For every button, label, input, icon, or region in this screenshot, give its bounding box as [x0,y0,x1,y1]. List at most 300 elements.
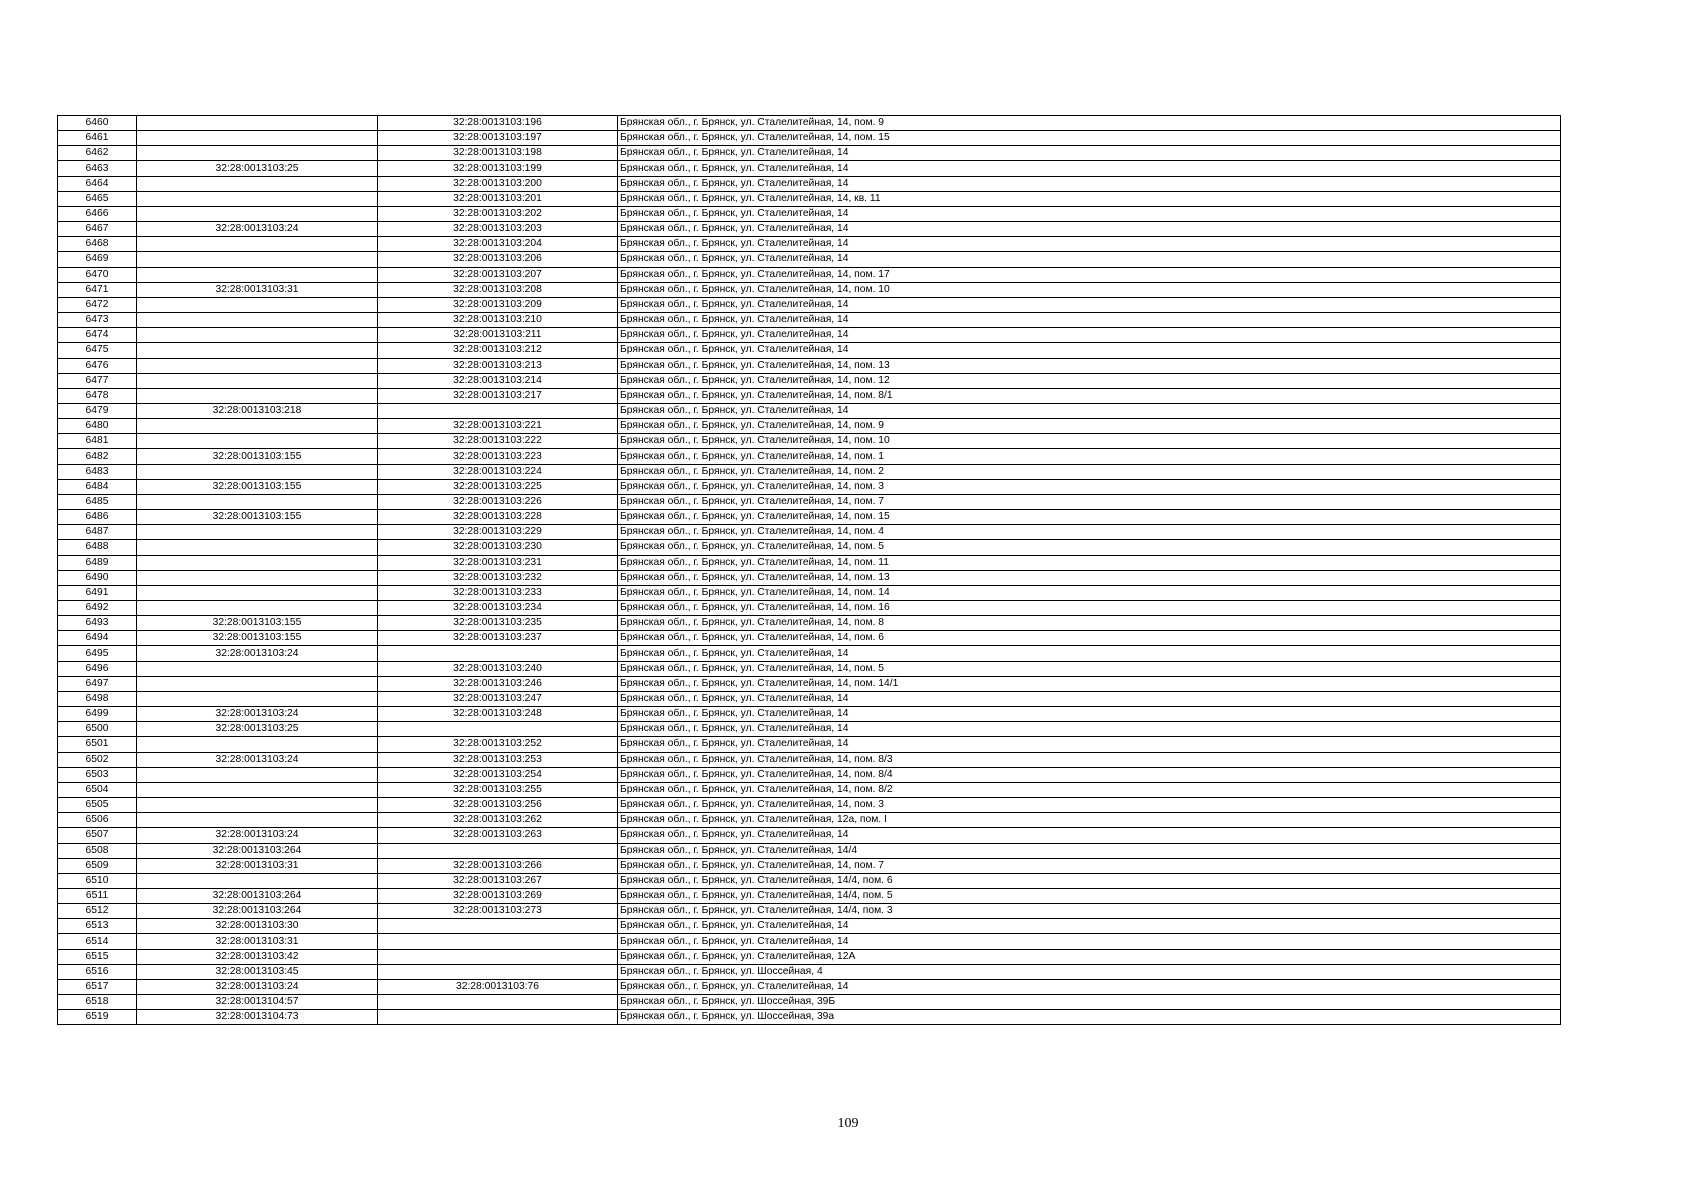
address-cell: Брянская обл., г. Брянск, ул. Сталелитейная, 14, пом. 8 [618,616,1561,631]
address-cell: Брянская обл., г. Брянск, ул. Сталелитейная, 14, пом. 14/1 [618,676,1561,691]
address-cell: Брянская обл., г. Брянск, ул. Сталелитейная, 14, пом. 17 [618,267,1561,282]
parent-cadastral-number-cell: 32:28:0013103:264 [137,904,378,919]
cadastral-number-cell: 32:28:0013103:228 [378,510,618,525]
table-row [58,767,1561,782]
address-cell: Брянская обл., г. Брянск, ул. Сталелитейная, 14, кв. 11 [618,191,1561,206]
row-number-cell: 6494 [58,631,137,646]
parent-cadastral-number-cell [137,343,378,358]
table-row [58,525,1561,540]
parent-cadastral-number-cell [137,237,378,252]
row-number-cell: 6460 [58,116,137,131]
address-cell: Брянская обл., г. Брянск, ул. Сталелитейная, 14 [618,691,1561,706]
row-number-cell: 6516 [58,964,137,979]
cadastral-number-cell: 32:28:0013103:263 [378,828,618,843]
address-cell: Брянская обл., г. Брянск, ул. Сталелитейная, 14, пом. 12 [618,373,1561,388]
row-number-cell: 6488 [58,540,137,555]
cadastral-number-cell: 32:28:0013103:217 [378,388,618,403]
row-number-cell: 6461 [58,131,137,146]
row-number-cell: 6465 [58,191,137,206]
parent-cadastral-number-cell: 32:28:0013103:45 [137,964,378,979]
table-row [58,464,1561,479]
row-number-cell: 6472 [58,297,137,312]
row-number-cell: 6484 [58,479,137,494]
table-row [58,691,1561,706]
cadastral-number-cell: 32:28:0013103:213 [378,358,618,373]
table-row [58,161,1561,176]
parent-cadastral-number-cell [137,176,378,191]
cadastral-number-cell: 32:28:0013103:254 [378,767,618,782]
row-number-cell: 6493 [58,616,137,631]
table-row [58,843,1561,858]
row-number-cell: 6476 [58,358,137,373]
parent-cadastral-number-cell [137,297,378,312]
row-number-cell: 6485 [58,494,137,509]
row-number-cell: 6480 [58,419,137,434]
table-row [58,297,1561,312]
row-number-cell: 6462 [58,146,137,161]
table-row [58,752,1561,767]
address-cell: Брянская обл., г. Брянск, ул. Сталелитейная, 14 [618,297,1561,312]
table-row [58,191,1561,206]
parent-cadastral-number-cell [137,191,378,206]
cadastral-number-cell: 32:28:0013103:262 [378,813,618,828]
address-cell: Брянская обл., г. Брянск, ул. Сталелитейная, 14 [618,222,1561,237]
row-number-cell: 6478 [58,388,137,403]
address-cell: Брянская обл., г. Брянск, ул. Сталелитейная, 14/4 [618,843,1561,858]
address-cell: Брянская обл., г. Брянск, ул. Сталелитейная, 14, пом. 10 [618,434,1561,449]
row-number-cell: 6486 [58,510,137,525]
parent-cadastral-number-cell [137,131,378,146]
address-cell: Брянская обл., г. Брянск, ул. Сталелитейная, 14, пом. 5 [618,661,1561,676]
address-cell: Брянская обл., г. Брянск, ул. Шоссейная, 4 [618,964,1561,979]
parent-cadastral-number-cell [137,116,378,131]
row-number-cell: 6482 [58,449,137,464]
parent-cadastral-number-cell [137,252,378,267]
row-number-cell: 6471 [58,282,137,297]
row-number-cell: 6464 [58,176,137,191]
parent-cadastral-number-cell: 32:28:0013104:57 [137,995,378,1010]
parent-cadastral-number-cell [137,373,378,388]
parent-cadastral-number-cell: 32:28:0013103:30 [137,919,378,934]
parent-cadastral-number-cell: 32:28:0013103:24 [137,752,378,767]
parent-cadastral-number-cell: 32:28:0013103:218 [137,403,378,418]
cadastral-number-cell: 32:28:0013103:252 [378,737,618,752]
cadastral-number-cell [378,949,618,964]
row-number-cell: 6508 [58,843,137,858]
address-cell: Брянская обл., г. Брянск, ул. Сталелитейная, 14, пом. 6 [618,631,1561,646]
cadastral-number-cell [378,964,618,979]
table-row [58,661,1561,676]
cadastral-number-cell: 32:28:0013103:235 [378,616,618,631]
row-number-cell: 6475 [58,343,137,358]
cadastral-number-cell: 32:28:0013103:201 [378,191,618,206]
address-cell: Брянская обл., г. Брянск, ул. Сталелитейная, 14, пом. 3 [618,798,1561,813]
cadastral-number-cell: 32:28:0013103:214 [378,373,618,388]
parent-cadastral-number-cell [137,737,378,752]
cadastral-number-cell: 32:28:0013103:232 [378,570,618,585]
address-cell: Брянская обл., г. Брянск, ул. Сталелитейная, 14 [618,919,1561,934]
row-number-cell: 6513 [58,919,137,934]
parent-cadastral-number-cell [137,767,378,782]
address-cell: Брянская обл., г. Брянск, ул. Сталелитейная, 14 [618,176,1561,191]
row-number-cell: 6509 [58,858,137,873]
parent-cadastral-number-cell [137,813,378,828]
parent-cadastral-number-cell [137,388,378,403]
row-number-cell: 6510 [58,873,137,888]
row-number-cell: 6518 [58,995,137,1010]
table-row [58,237,1561,252]
row-number-cell: 6499 [58,707,137,722]
row-number-cell: 6504 [58,782,137,797]
table-row [58,419,1561,434]
table-row [58,479,1561,494]
table-row [58,873,1561,888]
cadastral-number-cell: 32:28:0013103:230 [378,540,618,555]
address-cell: Брянская обл., г. Брянск, ул. Сталелитейная, 14, пом. 9 [618,116,1561,131]
table-row [58,949,1561,964]
row-number-cell: 6479 [58,403,137,418]
table-row [58,995,1561,1010]
cadastral-number-cell: 32:28:0013103:203 [378,222,618,237]
address-cell: Брянская обл., г. Брянск, ул. Сталелитейная, 14 [618,237,1561,252]
table-row [58,373,1561,388]
cadastral-number-cell: 32:28:0013103:208 [378,282,618,297]
table-row [58,449,1561,464]
row-number-cell: 6467 [58,222,137,237]
table-row [58,737,1561,752]
table-row [58,722,1561,737]
cadastral-number-cell: 32:28:0013103:273 [378,904,618,919]
row-number-cell: 6487 [58,525,137,540]
parent-cadastral-number-cell [137,206,378,221]
cadastral-number-cell: 32:28:0013103:269 [378,888,618,903]
address-cell: Брянская обл., г. Брянск, ул. Сталелитейная, 14/4, пом. 3 [618,904,1561,919]
parent-cadastral-number-cell: 32:28:0013103:25 [137,161,378,176]
table-row [58,222,1561,237]
parent-cadastral-number-cell [137,661,378,676]
cadastral-number-cell: 32:28:0013103:225 [378,479,618,494]
address-cell: Брянская обл., г. Брянск, ул. Сталелитейная, 14, пом. 1 [618,449,1561,464]
table-row [58,1010,1561,1025]
address-cell: Брянская обл., г. Брянск, ул. Сталелитейная, 14, пом. 10 [618,282,1561,297]
address-cell: Брянская обл., г. Брянск, ул. Сталелитейная, 14 [618,403,1561,418]
address-cell: Брянская обл., г. Брянск, ул. Сталелитейная, 14, пом. 9 [618,419,1561,434]
row-number-cell: 6491 [58,585,137,600]
table-row [58,798,1561,813]
row-number-cell: 6483 [58,464,137,479]
address-cell: Брянская обл., г. Брянск, ул. Сталелитейная, 14/4, пом. 5 [618,888,1561,903]
parent-cadastral-number-cell: 32:28:0013103:264 [137,888,378,903]
row-number-cell: 6468 [58,237,137,252]
table-row [58,979,1561,994]
parent-cadastral-number-cell [137,691,378,706]
table-row [58,176,1561,191]
parent-cadastral-number-cell [137,570,378,585]
row-number-cell: 6503 [58,767,137,782]
row-number-cell: 6469 [58,252,137,267]
address-cell: Брянская обл., г. Брянск, ул. Сталелитейная, 14 [618,707,1561,722]
table-row [58,358,1561,373]
address-cell: Брянская обл., г. Брянск, ул. Сталелитейная, 14/4, пом. 6 [618,873,1561,888]
row-number-cell: 6473 [58,313,137,328]
table-row [58,313,1561,328]
cadastral-number-cell: 32:28:0013103:209 [378,297,618,312]
address-cell: Брянская обл., г. Брянск, ул. Сталелитейная, 14, пом. 14 [618,585,1561,600]
cadastral-number-cell [378,919,618,934]
parent-cadastral-number-cell [137,540,378,555]
cadastral-number-cell: 32:28:0013103:240 [378,661,618,676]
cadastral-number-cell [378,995,618,1010]
cadastral-number-cell: 32:28:0013103:199 [378,161,618,176]
table-row [58,707,1561,722]
page-number: 109 [837,1116,859,1131]
table-row [58,858,1561,873]
cadastral-number-cell: 32:28:0013103:211 [378,328,618,343]
address-cell: Брянская обл., г. Брянск, ул. Сталелитейная, 14 [618,646,1561,661]
row-number-cell: 6481 [58,434,137,449]
address-cell: Брянская обл., г. Брянск, ул. Сталелитейная, 14, пом. 3 [618,479,1561,494]
parent-cadastral-number-cell: 32:28:0013103:155 [137,510,378,525]
parent-cadastral-number-cell [137,676,378,691]
address-cell: Брянская обл., г. Брянск, ул. Сталелитейная, 14 [618,722,1561,737]
address-cell: Брянская обл., г. Брянск, ул. Сталелитейная, 14, пом. 15 [618,131,1561,146]
address-cell: Брянская обл., г. Брянск, ул. Сталелитейная, 14, пом. 4 [618,525,1561,540]
address-cell: Брянская обл., г. Брянск, ул. Сталелитейная, 14, пом. 13 [618,570,1561,585]
registry-table [57,115,1561,1025]
parent-cadastral-number-cell [137,313,378,328]
cadastral-number-cell: 32:28:0013103:233 [378,585,618,600]
cadastral-number-cell [378,843,618,858]
parent-cadastral-number-cell: 32:28:0013103:264 [137,843,378,858]
row-number-cell: 6492 [58,601,137,616]
table-row [58,146,1561,161]
cadastral-number-cell: 32:28:0013103:267 [378,873,618,888]
parent-cadastral-number-cell [137,555,378,570]
address-cell: Брянская обл., г. Брянск, ул. Сталелитейная, 14 [618,828,1561,843]
cadastral-number-cell: 32:28:0013103:266 [378,858,618,873]
address-cell: Брянская обл., г. Брянск, ул. Сталелитейная, 14 [618,252,1561,267]
row-number-cell: 6497 [58,676,137,691]
parent-cadastral-number-cell [137,464,378,479]
parent-cadastral-number-cell: 32:28:0013103:24 [137,979,378,994]
cadastral-number-cell: 32:28:0013103:226 [378,494,618,509]
address-cell: Брянская обл., г. Брянск, ул. Сталелитейная, 14, пом. 8/3 [618,752,1561,767]
cadastral-number-cell: 32:28:0013103:207 [378,267,618,282]
cadastral-number-cell: 32:28:0013103:248 [378,707,618,722]
parent-cadastral-number-cell [137,585,378,600]
parent-cadastral-number-cell: 32:28:0013103:24 [137,646,378,661]
parent-cadastral-number-cell [137,358,378,373]
parent-cadastral-number-cell: 32:28:0013103:31 [137,282,378,297]
cadastral-number-cell: 32:28:0013103:247 [378,691,618,706]
address-cell: Брянская обл., г. Брянск, ул. Сталелитейная, 14, пом. 16 [618,601,1561,616]
table-row [58,328,1561,343]
cadastral-number-cell: 32:28:0013103:198 [378,146,618,161]
table-row [58,267,1561,282]
cadastral-number-cell: 32:28:0013103:224 [378,464,618,479]
row-number-cell: 6489 [58,555,137,570]
table-row [58,403,1561,418]
table-row [58,388,1561,403]
table-row [58,646,1561,661]
table-row [58,919,1561,934]
parent-cadastral-number-cell: 32:28:0013104:73 [137,1010,378,1025]
cadastral-number-cell: 32:28:0013103:222 [378,434,618,449]
cadastral-number-cell: 32:28:0013103:231 [378,555,618,570]
parent-cadastral-number-cell [137,601,378,616]
parent-cadastral-number-cell [137,146,378,161]
parent-cadastral-number-cell [137,782,378,797]
cadastral-number-cell: 32:28:0013103:200 [378,176,618,191]
address-cell: Брянская обл., г. Брянск, ул. Сталелитейная, 14, пом. 8/2 [618,782,1561,797]
cadastral-number-cell: 32:28:0013103:253 [378,752,618,767]
table-row [58,494,1561,509]
address-cell: Брянская обл., г. Брянск, ул. Сталелитейная, 14, пом. 7 [618,858,1561,873]
table-row [58,570,1561,585]
parent-cadastral-number-cell [137,267,378,282]
table-row [58,601,1561,616]
row-number-cell: 6490 [58,570,137,585]
parent-cadastral-number-cell: 32:28:0013103:31 [137,858,378,873]
table-row [58,934,1561,949]
table-row [58,343,1561,358]
address-cell: Брянская обл., г. Брянск, ул. Сталелитейная, 14 [618,343,1561,358]
row-number-cell: 6502 [58,752,137,767]
address-cell: Брянская обл., г. Брянск, ул. Сталелитейная, 14 [618,737,1561,752]
cadastral-number-cell: 32:28:0013103:210 [378,313,618,328]
parent-cadastral-number-cell: 32:28:0013103:25 [137,722,378,737]
table-row [58,206,1561,221]
table-row [58,904,1561,919]
parent-cadastral-number-cell: 32:28:0013103:155 [137,479,378,494]
row-number-cell: 6514 [58,934,137,949]
row-number-cell: 6515 [58,949,137,964]
cadastral-number-cell: 32:28:0013103:206 [378,252,618,267]
cadastral-number-cell: 32:28:0013103:223 [378,449,618,464]
cadastral-number-cell: 32:28:0013103:196 [378,116,618,131]
cadastral-number-cell: 32:28:0013103:256 [378,798,618,813]
row-number-cell: 6511 [58,888,137,903]
row-number-cell: 6474 [58,328,137,343]
address-cell: Брянская обл., г. Брянск, ул. Сталелитейная, 14, пом. 13 [618,358,1561,373]
cadastral-number-cell: 32:28:0013103:76 [378,979,618,994]
address-cell: Брянская обл., г. Брянск, ул. Сталелитейная, 14, пом. 11 [618,555,1561,570]
table-row [58,116,1561,131]
parent-cadastral-number-cell [137,873,378,888]
address-cell: Брянская обл., г. Брянск, ул. Сталелитейная, 14 [618,313,1561,328]
row-number-cell: 6501 [58,737,137,752]
parent-cadastral-number-cell [137,525,378,540]
row-number-cell: 6519 [58,1010,137,1025]
table-row [58,616,1561,631]
table-row [58,585,1561,600]
parent-cadastral-number-cell [137,419,378,434]
parent-cadastral-number-cell: 32:28:0013103:42 [137,949,378,964]
parent-cadastral-number-cell: 32:28:0013103:155 [137,616,378,631]
parent-cadastral-number-cell: 32:28:0013103:155 [137,449,378,464]
address-cell: Брянская обл., г. Брянск, ул. Шоссейная, 39а [618,1010,1561,1025]
row-number-cell: 6496 [58,661,137,676]
table-row [58,782,1561,797]
cadastral-number-cell: 32:28:0013103:234 [378,601,618,616]
table-row [58,282,1561,297]
table-row [58,131,1561,146]
address-cell: Брянская обл., г. Брянск, ул. Сталелитейная, 12А [618,949,1561,964]
address-cell: Брянская обл., г. Брянск, ул. Сталелитейная, 14, пом. 8/4 [618,767,1561,782]
cadastral-number-cell [378,934,618,949]
table-row [58,540,1561,555]
table-row [58,813,1561,828]
table-row [58,631,1561,646]
parent-cadastral-number-cell: 32:28:0013103:24 [137,828,378,843]
address-cell: Брянская обл., г. Брянск, ул. Сталелитейная, 14 [618,206,1561,221]
address-cell: Брянская обл., г. Брянск, ул. Сталелитейная, 14 [618,328,1561,343]
table-row [58,510,1561,525]
address-cell: Брянская обл., г. Брянск, ул. Сталелитейная, 14, пом. 7 [618,494,1561,509]
row-number-cell: 6506 [58,813,137,828]
row-number-cell: 6463 [58,161,137,176]
address-cell: Брянская обл., г. Брянск, ул. Шоссейная, 39Б [618,995,1561,1010]
address-cell: Брянская обл., г. Брянск, ул. Сталелитейная, 14 [618,161,1561,176]
row-number-cell: 6498 [58,691,137,706]
table-row [58,964,1561,979]
parent-cadastral-number-cell: 32:28:0013103:31 [137,934,378,949]
parent-cadastral-number-cell [137,798,378,813]
cadastral-number-cell [378,722,618,737]
address-cell: Брянская обл., г. Брянск, ул. Сталелитейная, 12а, пом. I [618,813,1561,828]
cadastral-number-cell: 32:28:0013103:255 [378,782,618,797]
cadastral-number-cell: 32:28:0013103:202 [378,206,618,221]
table-row [58,252,1561,267]
address-cell: Брянская обл., г. Брянск, ул. Сталелитейная, 14 [618,146,1561,161]
registry-table-body [58,116,1561,1025]
cadastral-number-cell: 32:28:0013103:237 [378,631,618,646]
cadastral-number-cell: 32:28:0013103:229 [378,525,618,540]
address-cell: Брянская обл., г. Брянск, ул. Сталелитейная, 14 [618,934,1561,949]
address-cell: Брянская обл., г. Брянск, ул. Сталелитейная, 14 [618,979,1561,994]
row-number-cell: 6495 [58,646,137,661]
parent-cadastral-number-cell: 32:28:0013103:24 [137,707,378,722]
address-cell: Брянская обл., г. Брянск, ул. Сталелитейная, 14, пом. 5 [618,540,1561,555]
table-row [58,888,1561,903]
row-number-cell: 6512 [58,904,137,919]
parent-cadastral-number-cell [137,434,378,449]
row-number-cell: 6477 [58,373,137,388]
cadastral-number-cell: 32:28:0013103:197 [378,131,618,146]
cadastral-number-cell: 32:28:0013103:204 [378,237,618,252]
cadastral-number-cell [378,403,618,418]
row-number-cell: 6505 [58,798,137,813]
table-row [58,676,1561,691]
row-number-cell: 6470 [58,267,137,282]
cadastral-number-cell: 32:28:0013103:246 [378,676,618,691]
row-number-cell: 6507 [58,828,137,843]
cadastral-number-cell: 32:28:0013103:212 [378,343,618,358]
row-number-cell: 6466 [58,206,137,221]
parent-cadastral-number-cell [137,494,378,509]
address-cell: Брянская обл., г. Брянск, ул. Сталелитейная, 14, пом. 15 [618,510,1561,525]
parent-cadastral-number-cell: 32:28:0013103:155 [137,631,378,646]
parent-cadastral-number-cell [137,328,378,343]
row-number-cell: 6517 [58,979,137,994]
address-cell: Брянская обл., г. Брянск, ул. Сталелитейная, 14, пом. 2 [618,464,1561,479]
cadastral-number-cell: 32:28:0013103:221 [378,419,618,434]
cadastral-number-cell [378,646,618,661]
parent-cadastral-number-cell: 32:28:0013103:24 [137,222,378,237]
cadastral-number-cell [378,1010,618,1025]
table-row [58,434,1561,449]
table-row [58,828,1561,843]
